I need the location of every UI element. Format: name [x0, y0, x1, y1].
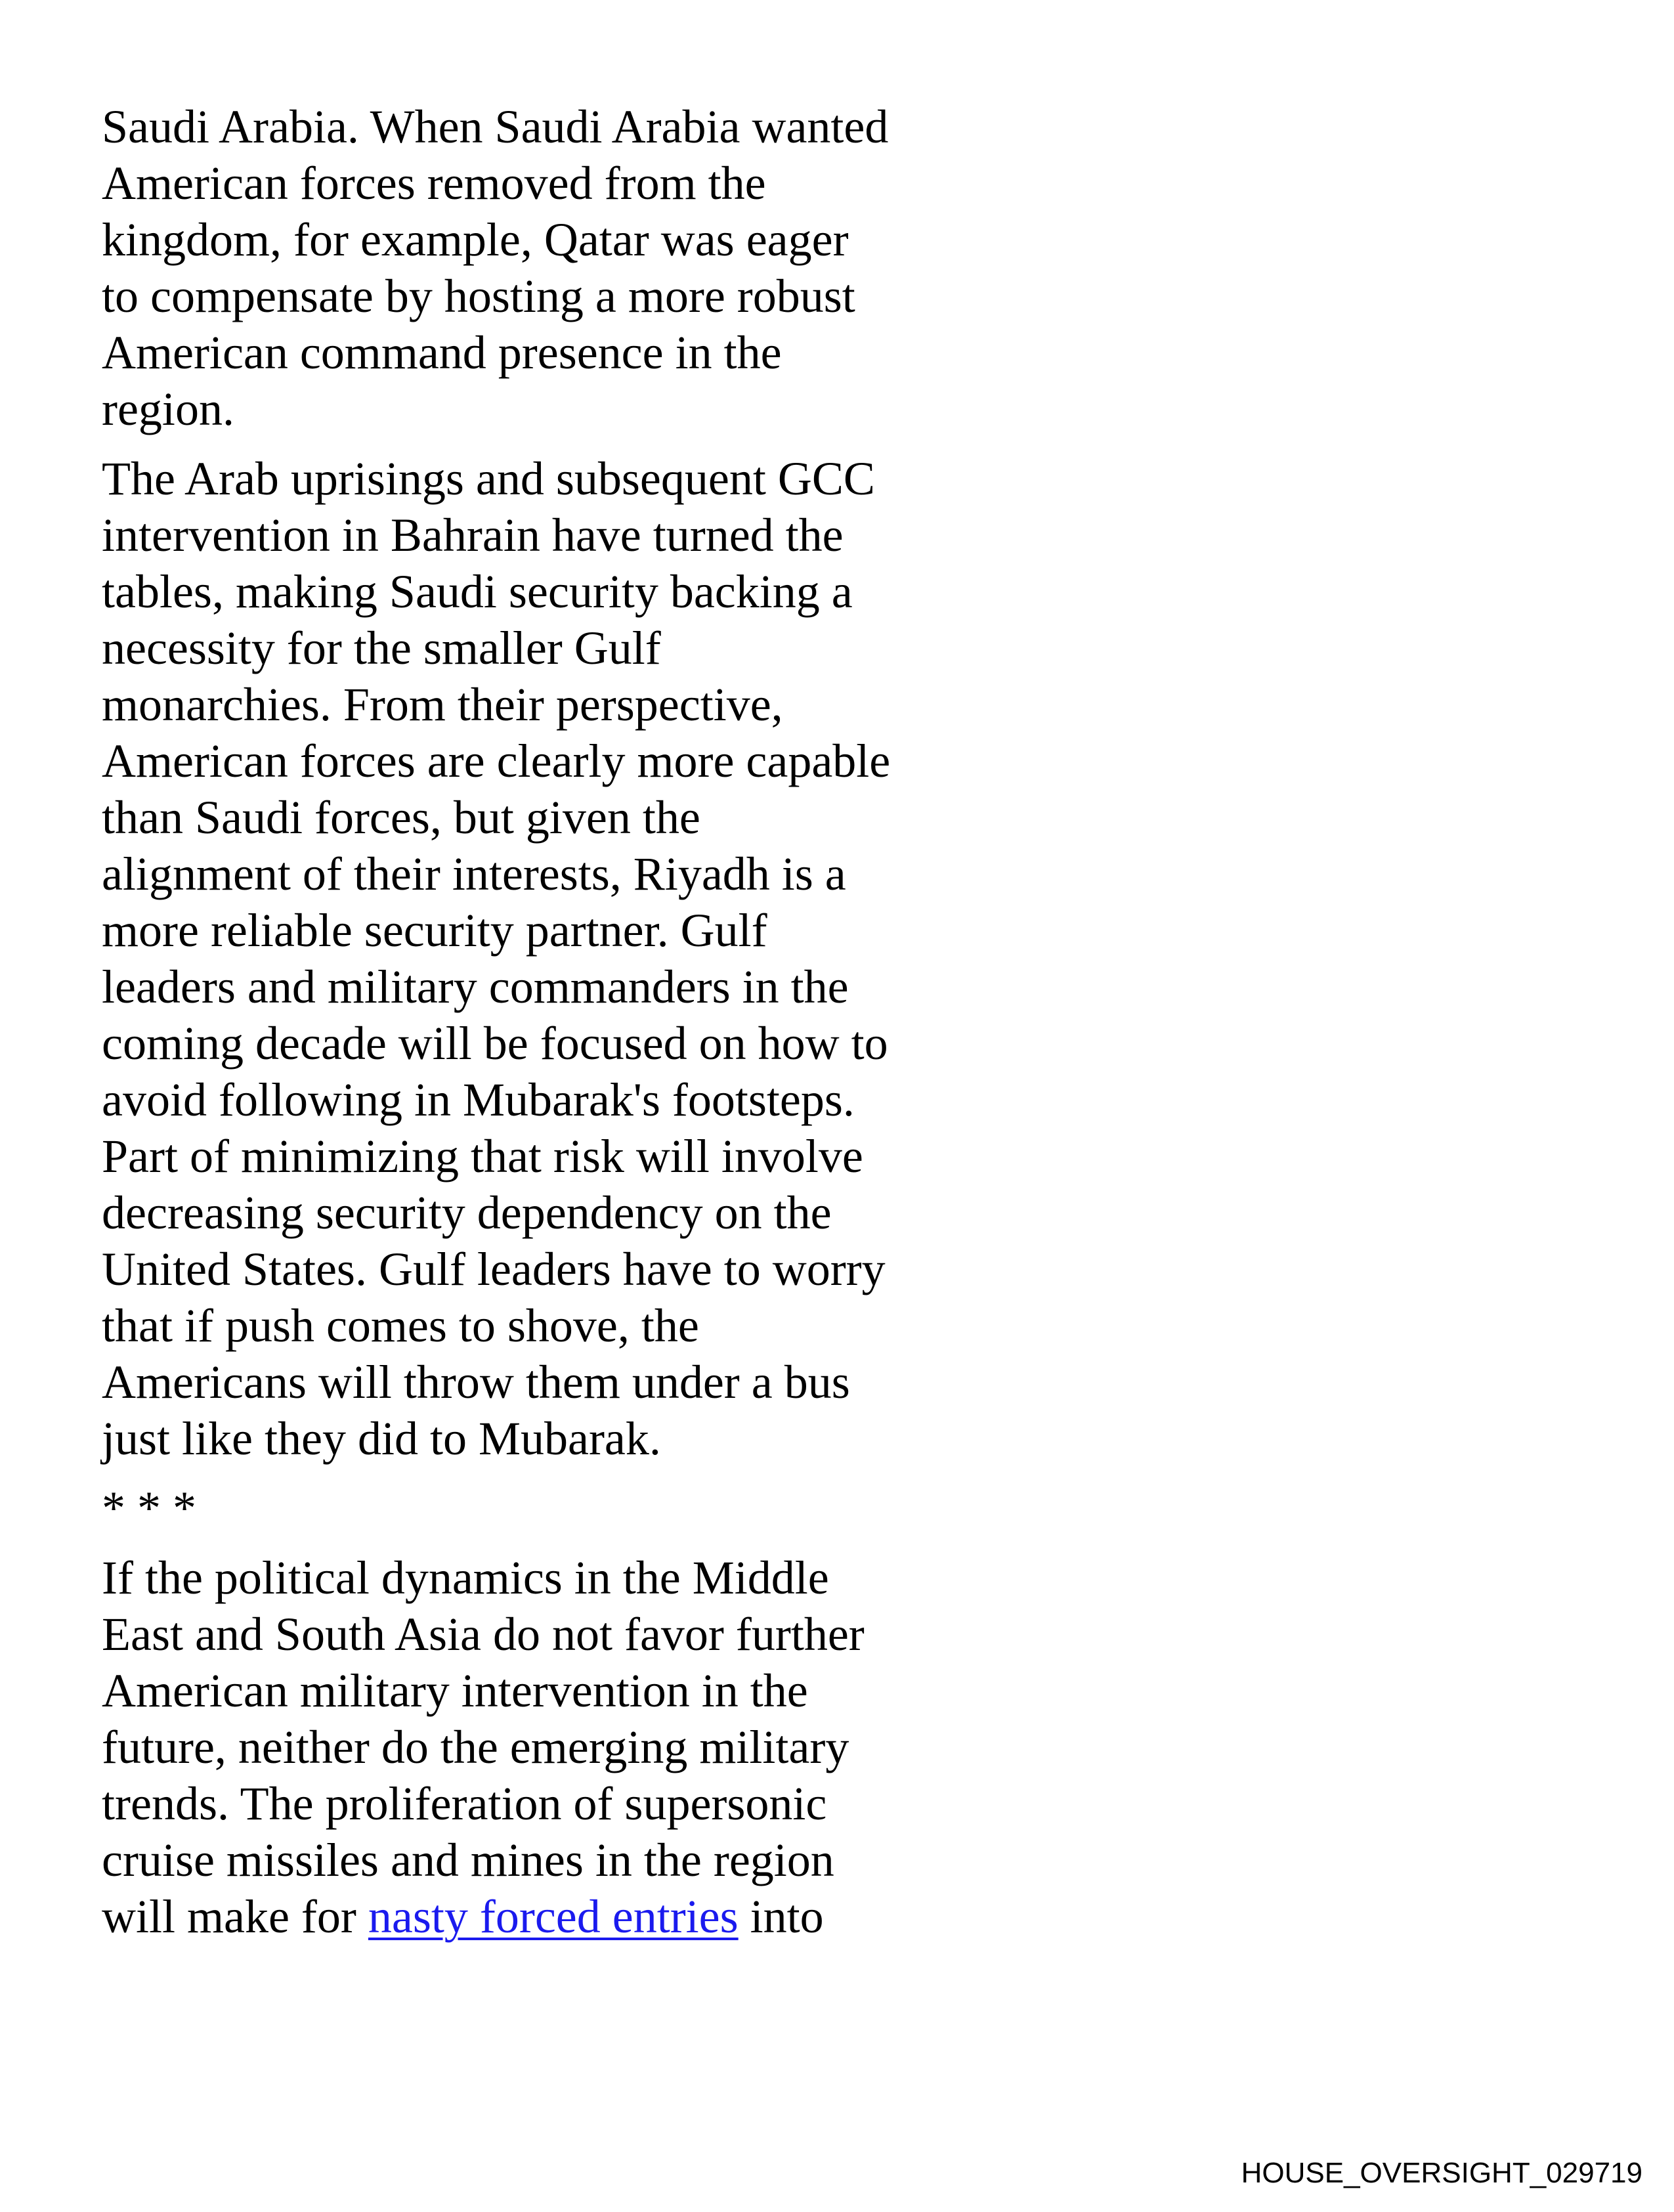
text-line: East and South Asia do not favor further [102, 1608, 865, 1660]
text-line: trends. The proliferation of supersonic [102, 1777, 827, 1830]
paragraph-3 [102, 1550, 955, 1945]
line-suffix: into [738, 1890, 824, 1943]
text-line: tables, making Saudi security backing a [102, 565, 853, 618]
text-line: American military intervention in the [102, 1664, 808, 1717]
paragraph-1 [102, 98, 955, 437]
text-line: that if push comes to shove, the [102, 1299, 699, 1352]
text-line: intervention in Bahrain have turned the [102, 509, 844, 561]
bates-number: HOUSE_OVERSIGHT_029719 [1241, 2157, 1642, 2189]
paragraph-2 [102, 450, 955, 1467]
text-line: Americans will throw them under a bus [102, 1356, 850, 1408]
text-line: American forces are clearly more capable [102, 735, 891, 787]
text-line: monarchies. From their perspective, [102, 678, 783, 731]
text-line: cruise missiles and mines in the region [102, 1834, 834, 1886]
text-line: decreasing security dependency on the [102, 1186, 832, 1239]
text-line-with-link [102, 1888, 955, 1945]
text-line: than Saudi forces, but given the [102, 791, 700, 844]
article-column [102, 98, 955, 1958]
text-line: necessity for the smaller Gulf [102, 622, 661, 674]
text-line: more reliable security partner. Gulf [102, 904, 767, 957]
text-line: leaders and military commanders in the [102, 961, 849, 1013]
text-line: American command presence in the [102, 326, 782, 379]
text-line: United States. Gulf leaders have to worry [102, 1243, 886, 1295]
text-line: alignment of their interests, Riyadh is a [102, 848, 846, 900]
nasty-forced-entries-link[interactable]: nasty forced entries [368, 1890, 739, 1943]
text-line: region. [102, 383, 234, 435]
section-separator: * * * [102, 1482, 196, 1534]
text-line: The Arab uprisings and subsequent GCC [102, 452, 875, 505]
text-line: to compensate by hosting a more robust [102, 270, 855, 322]
line-prefix: will make for [102, 1890, 368, 1943]
text-line: American forces removed from the [102, 157, 766, 209]
text-line: Saudi Arabia. When Saudi Arabia wanted [102, 100, 889, 153]
text-line: kingdom, for example, Qatar was eager [102, 213, 849, 266]
text-line: just like they did to Mubarak. [102, 1412, 661, 1465]
text-line: Part of minimizing that risk will involve [102, 1130, 863, 1182]
text-line: avoid following in Mubarak's footsteps. [102, 1073, 855, 1126]
text-line: If the political dynamics in the Middle [102, 1551, 829, 1604]
text-line: future, neither do the emerging military [102, 1721, 849, 1773]
text-line: coming decade will be focused on how to [102, 1017, 888, 1070]
